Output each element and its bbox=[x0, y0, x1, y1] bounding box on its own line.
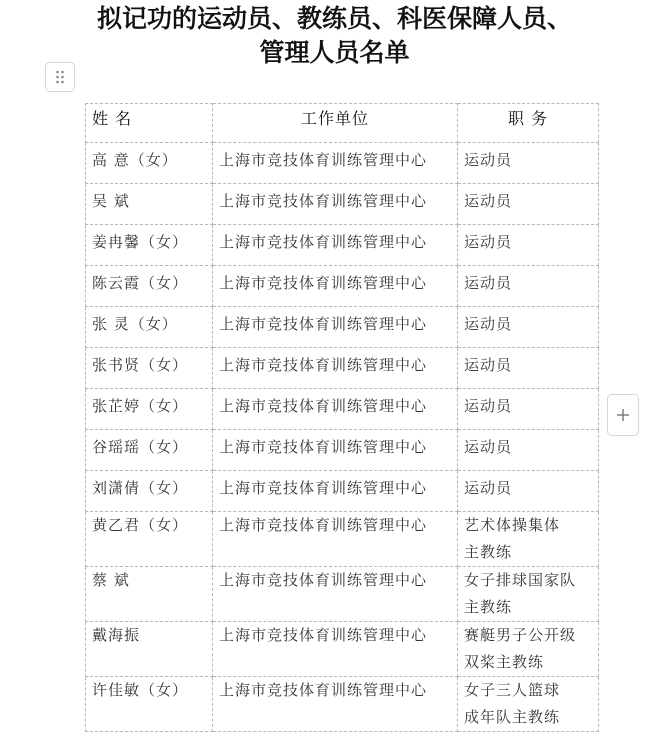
cell-unit[interactable]: 上海市竞技体育训练管理中心 bbox=[213, 225, 458, 266]
cell-role-line: 主教练 bbox=[464, 598, 513, 616]
cell-name[interactable]: 许佳敏（女） bbox=[86, 677, 213, 732]
table-row bbox=[86, 143, 599, 184]
cell-role-line: 赛艇男子公开级 bbox=[464, 626, 577, 644]
plus-icon bbox=[616, 408, 630, 422]
cell-unit[interactable]: 上海市竞技体育训练管理中心 bbox=[213, 307, 458, 348]
table-body bbox=[86, 143, 599, 732]
cell-name[interactable]: 吴 斌 bbox=[86, 184, 213, 225]
cell-unit[interactable]: 上海市竞技体育训练管理中心 bbox=[213, 430, 458, 471]
table-row bbox=[86, 430, 599, 471]
cell-role-line: 运动员 bbox=[464, 151, 513, 169]
cell-role[interactable] bbox=[458, 677, 599, 732]
cell-role-line: 女子三人篮球 bbox=[464, 681, 561, 699]
cell-role[interactable] bbox=[458, 184, 599, 225]
table-row bbox=[86, 567, 599, 622]
cell-name[interactable]: 陈云霞（女） bbox=[86, 266, 213, 307]
table-header-row bbox=[86, 104, 599, 143]
cell-unit[interactable]: 上海市竞技体育训练管理中心 bbox=[213, 266, 458, 307]
header-role: 职 务 bbox=[458, 104, 599, 143]
cell-name[interactable]: 黄乙君（女） bbox=[86, 512, 213, 567]
cell-unit[interactable]: 上海市竞技体育训练管理中心 bbox=[213, 567, 458, 622]
cell-role-line: 运动员 bbox=[464, 479, 513, 497]
cell-name[interactable]: 张书贤（女） bbox=[86, 348, 213, 389]
cell-unit[interactable]: 上海市竞技体育训练管理中心 bbox=[213, 471, 458, 512]
cell-unit[interactable]: 上海市竞技体育训练管理中心 bbox=[213, 348, 458, 389]
cell-name[interactable]: 戴海振 bbox=[86, 622, 213, 677]
cell-role-line: 运动员 bbox=[464, 356, 513, 374]
cell-role[interactable] bbox=[458, 307, 599, 348]
table-row bbox=[86, 471, 599, 512]
cell-name[interactable]: 张 灵（女） bbox=[86, 307, 213, 348]
document-title-line-1: 拟记功的运动员、教练员、科医保障人员、 bbox=[96, 4, 572, 33]
cell-role-line: 运动员 bbox=[464, 274, 513, 292]
table-row bbox=[86, 266, 599, 307]
table-row bbox=[86, 512, 599, 567]
table-drag-handle[interactable] bbox=[45, 62, 75, 92]
cell-role[interactable] bbox=[458, 567, 599, 622]
cell-name[interactable]: 高 意（女） bbox=[86, 143, 213, 184]
roster-table bbox=[85, 103, 599, 732]
cell-unit[interactable]: 上海市竞技体育训练管理中心 bbox=[213, 677, 458, 732]
cell-name[interactable]: 蔡 斌 bbox=[86, 567, 213, 622]
cell-role[interactable] bbox=[458, 225, 599, 266]
document-title bbox=[0, 2, 669, 70]
table-row bbox=[86, 348, 599, 389]
cell-role-line: 运动员 bbox=[464, 192, 513, 210]
cell-unit[interactable]: 上海市竞技体育训练管理中心 bbox=[213, 184, 458, 225]
table-row bbox=[86, 184, 599, 225]
cell-role-line: 运动员 bbox=[464, 233, 513, 251]
cell-role[interactable] bbox=[458, 622, 599, 677]
cell-name[interactable]: 姜冉馨（女） bbox=[86, 225, 213, 266]
cell-role-line: 艺术体操集体 bbox=[464, 516, 561, 534]
cell-unit[interactable]: 上海市竞技体育训练管理中心 bbox=[213, 512, 458, 567]
cell-name[interactable]: 刘潇倩（女） bbox=[86, 471, 213, 512]
add-column-button[interactable] bbox=[607, 394, 639, 436]
drag-grip-icon bbox=[55, 70, 65, 84]
cell-role-line: 成年队主教练 bbox=[464, 708, 561, 726]
cell-role[interactable] bbox=[458, 266, 599, 307]
table-row bbox=[86, 389, 599, 430]
cell-role[interactable] bbox=[458, 471, 599, 512]
cell-role[interactable] bbox=[458, 430, 599, 471]
cell-role-line: 运动员 bbox=[464, 438, 513, 456]
cell-role[interactable] bbox=[458, 348, 599, 389]
cell-unit[interactable]: 上海市竞技体育训练管理中心 bbox=[213, 389, 458, 430]
cell-role-line: 运动员 bbox=[464, 315, 513, 333]
table-row bbox=[86, 677, 599, 732]
cell-role-line: 主教练 bbox=[464, 543, 513, 561]
cell-name[interactable]: 张芷婷（女） bbox=[86, 389, 213, 430]
cell-name[interactable]: 谷瑶瑶（女） bbox=[86, 430, 213, 471]
cell-unit[interactable]: 上海市竞技体育训练管理中心 bbox=[213, 622, 458, 677]
cell-role[interactable] bbox=[458, 389, 599, 430]
cell-unit[interactable]: 上海市竞技体育训练管理中心 bbox=[213, 143, 458, 184]
table-row bbox=[86, 622, 599, 677]
header-name: 姓 名 bbox=[86, 104, 213, 143]
cell-role-line: 双桨主教练 bbox=[464, 653, 545, 671]
header-unit: 工作单位 bbox=[213, 104, 458, 143]
cell-role[interactable] bbox=[458, 512, 599, 567]
cell-role[interactable] bbox=[458, 143, 599, 184]
table-row bbox=[86, 225, 599, 266]
cell-role-line: 女子排球国家队 bbox=[464, 571, 577, 589]
table-row bbox=[86, 307, 599, 348]
cell-role-line: 运动员 bbox=[464, 397, 513, 415]
document-title-line-2: 管理人员名单 bbox=[259, 38, 410, 67]
